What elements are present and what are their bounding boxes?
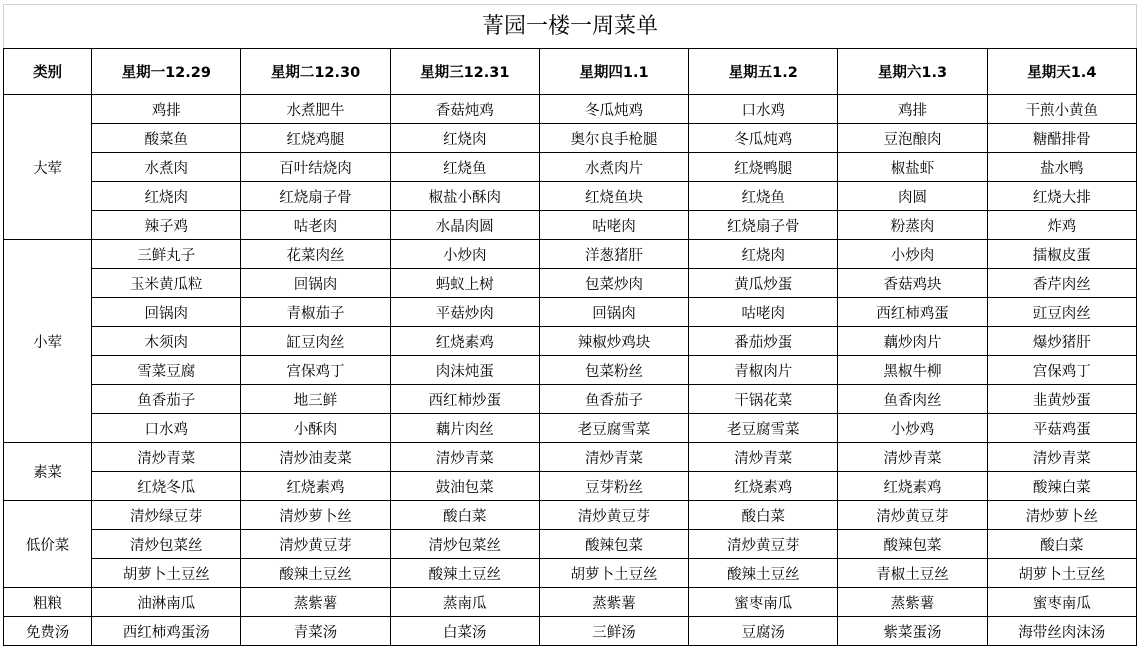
dish-cell: 干煎小黄鱼 (987, 95, 1136, 124)
dish-cell: 黄瓜炒蛋 (689, 269, 838, 298)
dish-cell: 藕炒肉片 (838, 327, 987, 356)
dish-cell: 酸辣白菜 (987, 472, 1136, 501)
category-header: 类别 (4, 49, 92, 95)
dish-cell: 红烧扇子骨 (241, 182, 390, 211)
day-header: 星期一12.29 (92, 49, 241, 95)
dish-cell: 水煮肥牛 (241, 95, 390, 124)
dish-cell: 清炒黄豆芽 (838, 501, 987, 530)
dish-cell: 木须肉 (92, 327, 241, 356)
dish-cell: 豆腐汤 (689, 617, 838, 646)
dish-cell: 油淋南瓜 (92, 588, 241, 617)
dish-cell: 黑椒牛柳 (838, 356, 987, 385)
dish-cell: 三鲜汤 (539, 617, 688, 646)
menu-sheet (3, 4, 1137, 644)
dish-cell: 香菇炖鸡 (390, 95, 539, 124)
dish-cell: 清炒黄豆芽 (539, 501, 688, 530)
dish-cell: 辣子鸡 (92, 211, 241, 240)
dish-cell: 香芹肉丝 (987, 269, 1136, 298)
dish-cell: 酸白菜 (689, 501, 838, 530)
dish-cell: 清炒黄豆芽 (689, 530, 838, 559)
dish-cell: 酸辣土豆丝 (241, 559, 390, 588)
table-row (4, 327, 1137, 356)
day-header: 星期二12.30 (241, 49, 390, 95)
dish-cell: 奥尔良手枪腿 (539, 124, 688, 153)
dish-cell: 缸豆肉丝 (241, 327, 390, 356)
day-header: 星期天1.4 (987, 49, 1136, 95)
dish-cell: 酸辣包菜 (539, 530, 688, 559)
dish-cell: 胡萝卜土豆丝 (987, 559, 1136, 588)
dish-cell: 炸鸡 (987, 211, 1136, 240)
dish-cell: 红烧素鸡 (390, 327, 539, 356)
dish-cell: 平菇鸡蛋 (987, 414, 1136, 443)
dish-cell: 西红柿鸡蛋 (838, 298, 987, 327)
dish-cell: 玉米黄瓜粒 (92, 269, 241, 298)
dish-cell: 红烧素鸡 (689, 472, 838, 501)
table-row (4, 182, 1137, 211)
dish-cell: 红烧冬瓜 (92, 472, 241, 501)
dish-cell: 口水鸡 (689, 95, 838, 124)
dish-cell: 西红柿鸡蛋汤 (92, 617, 241, 646)
dish-cell: 红烧肉 (390, 124, 539, 153)
table-row (4, 356, 1137, 385)
dish-cell: 百叶结烧肉 (241, 153, 390, 182)
category-cell: 素菜 (4, 443, 92, 501)
dish-cell: 清炒油麦菜 (241, 443, 390, 472)
dish-cell: 鱼香茄子 (539, 385, 688, 414)
dish-cell: 蒸紫薯 (838, 588, 987, 617)
dish-cell: 粉蒸肉 (838, 211, 987, 240)
weekly-menu-table (3, 48, 1137, 646)
table-row (4, 501, 1137, 530)
day-header: 星期五1.2 (689, 49, 838, 95)
dish-cell: 小炒肉 (390, 240, 539, 269)
dish-cell: 红烧肉 (689, 240, 838, 269)
dish-cell: 三鲜丸子 (92, 240, 241, 269)
dish-cell: 回锅肉 (241, 269, 390, 298)
dish-cell: 爆炒猪肝 (987, 327, 1136, 356)
dish-cell: 老豆腐雪菜 (539, 414, 688, 443)
dish-cell: 擂椒皮蛋 (987, 240, 1136, 269)
dish-cell: 地三鲜 (241, 385, 390, 414)
dish-cell: 胡萝卜土豆丝 (539, 559, 688, 588)
table-row (4, 443, 1137, 472)
dish-cell: 清炒萝卜丝 (987, 501, 1136, 530)
table-row (4, 211, 1137, 240)
dish-cell: 冬瓜炖鸡 (539, 95, 688, 124)
dish-cell: 酸辣土豆丝 (689, 559, 838, 588)
dish-cell: 清炒萝卜丝 (241, 501, 390, 530)
dish-cell: 豇豆肉丝 (987, 298, 1136, 327)
dish-cell: 清炒青菜 (390, 443, 539, 472)
dish-cell: 红烧肉 (92, 182, 241, 211)
dish-cell: 干锅花菜 (689, 385, 838, 414)
dish-cell: 清炒包菜丝 (390, 530, 539, 559)
table-row (4, 385, 1137, 414)
dish-cell: 青椒土豆丝 (838, 559, 987, 588)
dish-cell: 回锅肉 (539, 298, 688, 327)
dish-cell: 红烧鱼 (689, 182, 838, 211)
dish-cell: 水煮肉片 (539, 153, 688, 182)
dish-cell: 花菜肉丝 (241, 240, 390, 269)
dish-cell: 口水鸡 (92, 414, 241, 443)
dish-cell: 红烧大排 (987, 182, 1136, 211)
dish-cell: 海带丝肉沫汤 (987, 617, 1136, 646)
dish-cell: 番茄炒蛋 (689, 327, 838, 356)
dish-cell: 红烧素鸡 (838, 472, 987, 501)
table-row (4, 414, 1137, 443)
dish-cell: 酸白菜 (390, 501, 539, 530)
dish-cell: 回锅肉 (92, 298, 241, 327)
dish-cell: 清炒青菜 (987, 443, 1136, 472)
dish-cell: 清炒青菜 (539, 443, 688, 472)
dish-cell: 盐水鸭 (987, 153, 1136, 182)
table-row (4, 298, 1137, 327)
dish-cell: 小炒鸡 (838, 414, 987, 443)
dish-cell: 清炒黄豆芽 (241, 530, 390, 559)
dish-cell: 鼓油包菜 (390, 472, 539, 501)
dish-cell: 青菜汤 (241, 617, 390, 646)
dish-cell: 椒盐小酥肉 (390, 182, 539, 211)
table-row (4, 269, 1137, 298)
dish-cell: 蜜枣南瓜 (689, 588, 838, 617)
table-row (4, 617, 1137, 646)
dish-cell: 鱼香茄子 (92, 385, 241, 414)
dish-cell: 红烧鸭腿 (689, 153, 838, 182)
dish-cell: 蜜枣南瓜 (987, 588, 1136, 617)
dish-cell: 辣椒炒鸡块 (539, 327, 688, 356)
dish-cell: 咕老肉 (241, 211, 390, 240)
dish-cell: 小炒肉 (838, 240, 987, 269)
table-row (4, 240, 1137, 269)
dish-cell: 冬瓜炖鸡 (689, 124, 838, 153)
table-row (4, 588, 1137, 617)
dish-cell: 洋葱猪肝 (539, 240, 688, 269)
dish-cell: 白菜汤 (390, 617, 539, 646)
table-row (4, 124, 1137, 153)
dish-cell: 西红柿炒蛋 (390, 385, 539, 414)
dish-cell: 酸辣土豆丝 (390, 559, 539, 588)
category-cell: 免费汤 (4, 617, 92, 646)
dish-cell: 水煮肉 (92, 153, 241, 182)
dish-cell: 椒盐虾 (838, 153, 987, 182)
dish-cell: 红烧扇子骨 (689, 211, 838, 240)
header-row (4, 49, 1137, 95)
category-cell: 低价菜 (4, 501, 92, 588)
dish-cell: 清炒青菜 (689, 443, 838, 472)
dish-cell: 清炒绿豆芽 (92, 501, 241, 530)
dish-cell: 鱼香肉丝 (838, 385, 987, 414)
dish-cell: 蚂蚁上树 (390, 269, 539, 298)
dish-cell: 鸡排 (838, 95, 987, 124)
day-header: 星期四1.1 (539, 49, 688, 95)
dish-cell: 酸辣包菜 (838, 530, 987, 559)
category-cell: 小荤 (4, 240, 92, 443)
dish-cell: 红烧鱼块 (539, 182, 688, 211)
dish-cell: 胡萝卜土豆丝 (92, 559, 241, 588)
dish-cell: 紫菜蛋汤 (838, 617, 987, 646)
dish-cell: 红烧素鸡 (241, 472, 390, 501)
dish-cell: 包菜炒肉 (539, 269, 688, 298)
day-header: 星期三12.31 (390, 49, 539, 95)
dish-cell: 糖醋排骨 (987, 124, 1136, 153)
dish-cell: 咕咾肉 (689, 298, 838, 327)
dish-cell: 蒸紫薯 (241, 588, 390, 617)
table-row (4, 472, 1137, 501)
table-row (4, 95, 1137, 124)
dish-cell: 青椒肉片 (689, 356, 838, 385)
dish-cell: 青椒茄子 (241, 298, 390, 327)
dish-cell: 肉沫炖蛋 (390, 356, 539, 385)
dish-cell: 包菜粉丝 (539, 356, 688, 385)
dish-cell: 清炒包菜丝 (92, 530, 241, 559)
category-cell: 大荤 (4, 95, 92, 240)
dish-cell: 水晶肉圆 (390, 211, 539, 240)
dish-cell: 肉圆 (838, 182, 987, 211)
dish-cell: 平菇炒肉 (390, 298, 539, 327)
table-row (4, 530, 1137, 559)
dish-cell: 豆泡酿肉 (838, 124, 987, 153)
dish-cell: 宫保鸡丁 (987, 356, 1136, 385)
dish-cell: 鸡排 (92, 95, 241, 124)
dish-cell: 香菇鸡块 (838, 269, 987, 298)
dish-cell: 宫保鸡丁 (241, 356, 390, 385)
dish-cell: 蒸紫薯 (539, 588, 688, 617)
menu-body (4, 95, 1137, 646)
dish-cell: 清炒青菜 (838, 443, 987, 472)
category-cell: 粗粮 (4, 588, 92, 617)
dish-cell: 红烧鸡腿 (241, 124, 390, 153)
dish-cell: 韭黄炒蛋 (987, 385, 1136, 414)
dish-cell: 小酥肉 (241, 414, 390, 443)
dish-cell: 蒸南瓜 (390, 588, 539, 617)
table-row (4, 559, 1137, 588)
dish-cell: 清炒青菜 (92, 443, 241, 472)
dish-cell: 酸白菜 (987, 530, 1136, 559)
dish-cell: 豆芽粉丝 (539, 472, 688, 501)
dish-cell: 酸菜鱼 (92, 124, 241, 153)
dish-cell: 雪菜豆腐 (92, 356, 241, 385)
dish-cell: 红烧鱼 (390, 153, 539, 182)
page-title: 菁园一楼一周菜单 (3, 4, 1137, 48)
dish-cell: 老豆腐雪菜 (689, 414, 838, 443)
day-header: 星期六1.3 (838, 49, 987, 95)
dish-cell: 藕片肉丝 (390, 414, 539, 443)
table-row (4, 153, 1137, 182)
dish-cell: 咕咾肉 (539, 211, 688, 240)
